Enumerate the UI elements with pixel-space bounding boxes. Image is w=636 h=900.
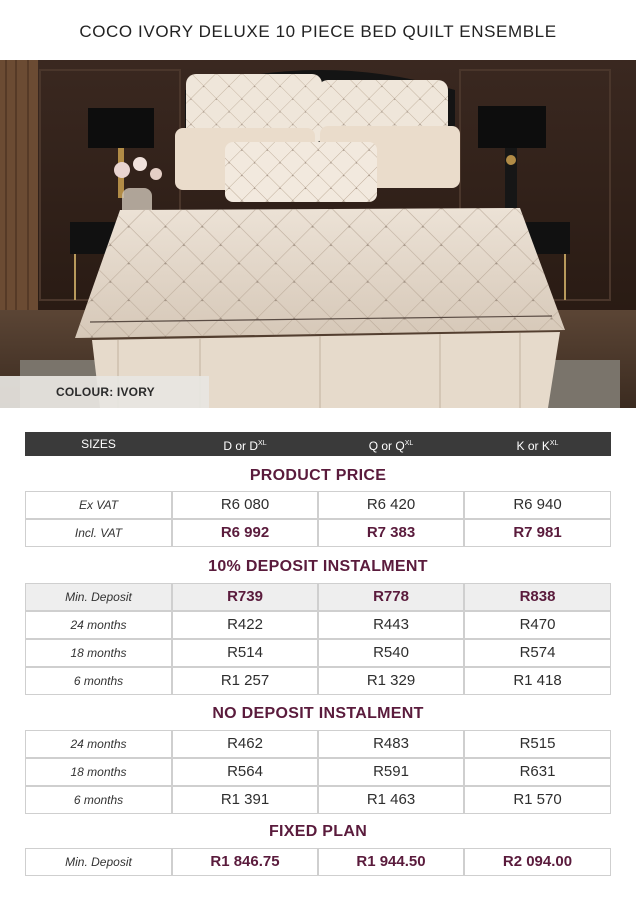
price-queen: R540 [318, 639, 464, 667]
price-double: R6 992 [172, 519, 318, 547]
sizes-header-bar [25, 432, 611, 456]
colour-label: COLOUR: IVORY [0, 376, 209, 408]
product-photo [0, 60, 636, 408]
price-double: R1 257 [172, 667, 318, 695]
price-king: R515 [464, 730, 611, 758]
price-queen: R1 944.50 [318, 848, 464, 876]
row-label: 6 months [25, 786, 172, 814]
price-king: R631 [464, 758, 611, 786]
price-king: R6 940 [464, 491, 611, 519]
section-title-deposit-instalment: 10% DEPOSIT INSTALMENT [208, 558, 428, 575]
price-queen: R7 383 [318, 519, 464, 547]
section-title-fixed-plan: FIXED PLAN [268, 823, 368, 840]
row-label: Incl. VAT [25, 519, 172, 547]
price-king: R838 [464, 583, 611, 611]
section-title-no-deposit-instalment: NO DEPOSIT INSTALMENT [212, 705, 424, 722]
price-double: R462 [172, 730, 318, 758]
price-queen: R483 [318, 730, 464, 758]
section-title-product-price: PRODUCT PRICE [249, 467, 387, 484]
price-queen: R778 [318, 583, 464, 611]
table-row [25, 730, 611, 758]
size-king: K or $K^{XL}$ [516, 439, 559, 453]
row-label: Min. Deposit [25, 848, 172, 876]
table-row [25, 786, 611, 814]
price-queen: R443 [318, 611, 464, 639]
row-label: Ex VAT [25, 491, 172, 519]
price-double: R514 [172, 639, 318, 667]
price-queen: R6 420 [318, 491, 464, 519]
table-row [25, 758, 611, 786]
row-label: 24 months [25, 730, 172, 758]
row-label: 24 months [25, 611, 172, 639]
price-double: R1 846.75 [172, 848, 318, 876]
price-king: R470 [464, 611, 611, 639]
price-queen: R1 329 [318, 667, 464, 695]
price-double: R422 [172, 611, 318, 639]
table-row [25, 639, 611, 667]
price-king: R7 981 [464, 519, 611, 547]
price-king: R1 570 [464, 786, 611, 814]
row-label: Min. Deposit [25, 583, 172, 611]
price-king: R574 [464, 639, 611, 667]
size-queen: Q or $Q^{XL}$ [368, 439, 414, 453]
table-row [25, 667, 611, 695]
price-double: R564 [172, 758, 318, 786]
row-label: 6 months [25, 667, 172, 695]
price-king: R1 418 [464, 667, 611, 695]
sizes-header: SIZES [81, 437, 116, 451]
price-queen: R591 [318, 758, 464, 786]
table-row [25, 848, 611, 876]
table-row [25, 519, 611, 547]
row-label: 18 months [25, 639, 172, 667]
price-double: R739 [172, 583, 318, 611]
price-king: R2 094.00 [464, 848, 611, 876]
row-label: 18 months [25, 758, 172, 786]
table-row [25, 491, 611, 519]
table-row [25, 611, 611, 639]
page-title: COCO IVORY DELUXE 10 PIECE BED QUILT ENSEMBLE [79, 22, 557, 41]
table-row [25, 583, 611, 611]
size-double: D or $D^{XL}$ [223, 439, 267, 453]
price-queen: R1 463 [318, 786, 464, 814]
price-double: R6 080 [172, 491, 318, 519]
price-double: R1 391 [172, 786, 318, 814]
